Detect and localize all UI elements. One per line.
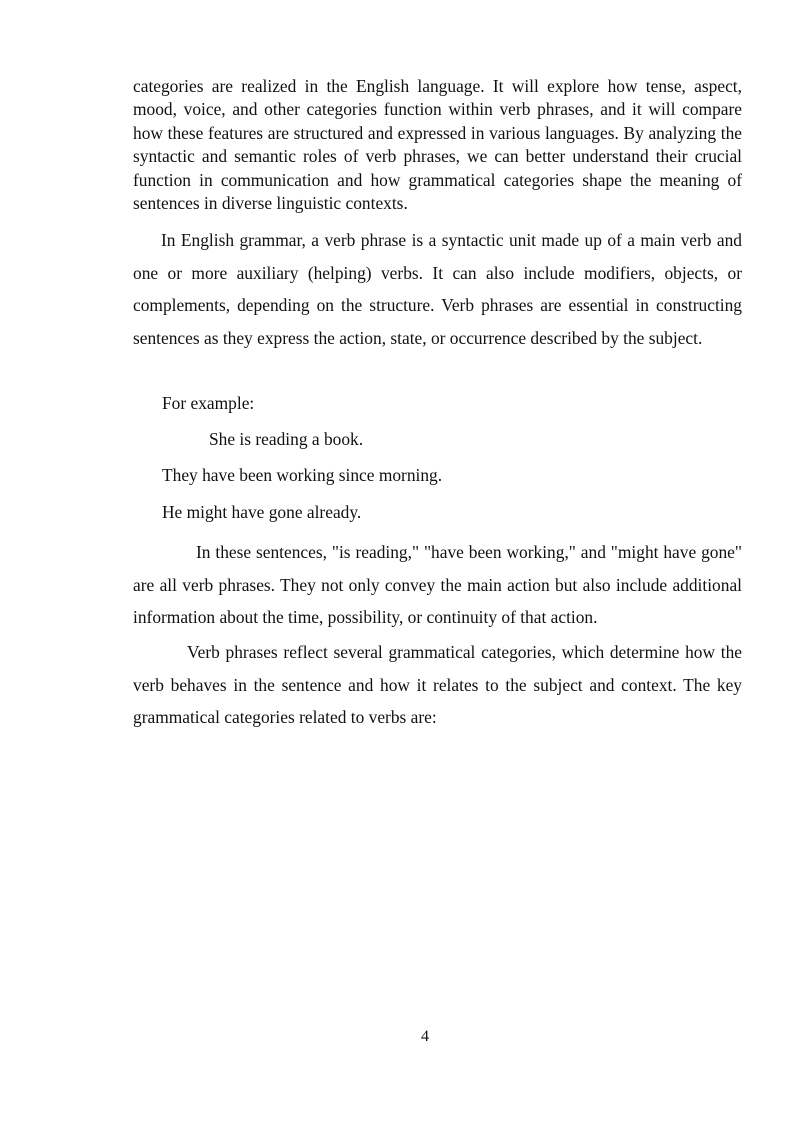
example-intro: For example: <box>162 393 255 413</box>
definition-paragraph: In English grammar, a verb phrase is a syntactic unit made up of a main verb and one or more auxiliary (helping) verbs. It can also include modifiers, objects, or complements, depending on the structure. Verb phrases are essential in constructing sentences as they express the action, state, or occurrence described by the subject. <box>133 230 742 348</box>
page-number: 4 <box>421 1028 429 1045</box>
explanation-paragraph: In these sentences, "is reading," "have been working," and "might have gone" are all verb phrases. They not only convey the main action but also include additional information about the time, possibility, or continuity of that action. <box>133 542 742 627</box>
categories-paragraph: Verb phrases reflect several grammatical categories, which determine how the verb behaves in the sentence and how it relates to the subject and context. The key grammatical categories related to verbs are: <box>133 642 742 727</box>
intro-paragraph: categories are realized in the English language. It will explore how tense, aspect, mood, voice, and other categories function within verb phrases, and it will compare how these features are structured and expressed in various languages. By analyzing the syntactic and semantic roles of verb phrases, we can better understand their crucial function in communication and how grammatical categories shape the meaning of sentences in diverse linguistic contexts. <box>133 76 742 214</box>
example-sentence-1: She is reading a book. <box>209 429 364 449</box>
example-sentence-2: They have been working since morning. <box>162 465 443 485</box>
example-sentence-3: He might have gone already. <box>162 502 362 522</box>
